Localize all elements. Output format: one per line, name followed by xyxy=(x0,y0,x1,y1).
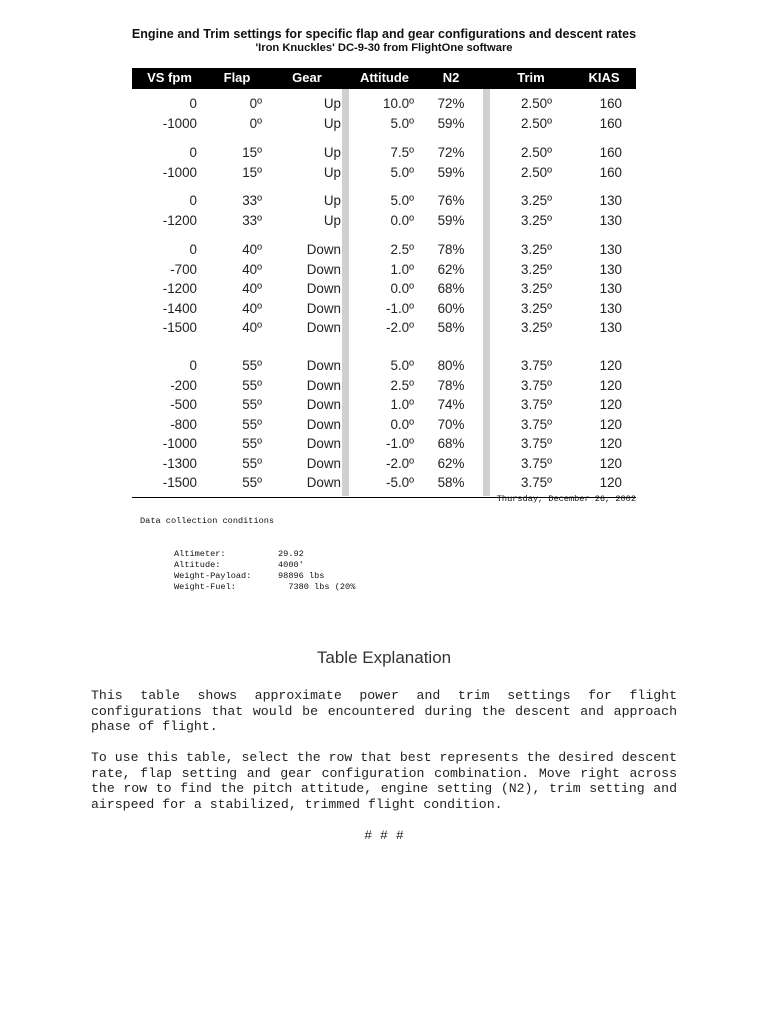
condition-row xyxy=(174,582,420,593)
cell-n2: 59% xyxy=(437,164,465,180)
cell-n2: 76% xyxy=(437,193,465,208)
table-row xyxy=(132,395,636,415)
cell-n2: 62% xyxy=(437,455,465,471)
cell-kias: 120 xyxy=(599,455,622,471)
cell-n2: 80% xyxy=(437,358,465,373)
table-row xyxy=(132,143,636,163)
cell-n2: 58% xyxy=(437,320,465,335)
header-attitude: Attitude xyxy=(359,70,410,85)
table-row-group xyxy=(132,143,636,182)
cell-n2: 72% xyxy=(437,96,465,111)
cell-gear: Down xyxy=(306,320,341,335)
explanation-paragraph-2: To use this table, select the row that best represents the desired descent rate, flap setting and gear configuration combination. Move right across the row to find the pitch attitude, engine setting (N2), trim setting and airspeed for a stabilized, trimmed flight condition. xyxy=(91,750,677,812)
cell-kias: 130 xyxy=(599,300,622,316)
cell-gear: Down xyxy=(306,397,341,412)
cell-flap: 55º xyxy=(242,358,262,373)
cell-kias: 160 xyxy=(599,164,622,180)
cell-gear: Up xyxy=(323,164,341,180)
condition-value: 29.92 xyxy=(278,549,304,559)
cell-kias: 160 xyxy=(599,115,622,131)
cell-flap: 40º xyxy=(242,281,262,296)
cell-kias: 160 xyxy=(599,96,622,111)
cell-kias: 130 xyxy=(599,242,622,257)
cell-attitude: 1.0º xyxy=(390,261,414,277)
condition-row xyxy=(174,560,420,571)
table-row xyxy=(132,163,636,183)
cell-kias: 120 xyxy=(599,475,622,490)
condition-label: Altimeter: xyxy=(174,549,226,559)
table-row xyxy=(132,94,636,114)
cell-vs-fpm: 0 xyxy=(189,96,197,111)
cell-n2: 58% xyxy=(437,475,465,490)
cell-gear: Up xyxy=(323,145,341,160)
conditions-list xyxy=(140,549,420,593)
condition-row xyxy=(174,549,420,560)
cell-gear: Up xyxy=(323,212,341,228)
cell-attitude: -5.0º xyxy=(386,475,414,490)
cell-kias: 120 xyxy=(599,377,622,393)
cell-vs-fpm: -1000 xyxy=(162,164,197,180)
cell-attitude: -2.0º xyxy=(386,455,414,471)
cell-vs-fpm: -500 xyxy=(170,397,197,412)
cell-kias: 120 xyxy=(599,436,622,451)
cell-gear: Down xyxy=(306,436,341,451)
end-mark: # # # xyxy=(364,828,404,843)
cell-trim: 3.25º xyxy=(521,193,552,208)
cell-n2: 62% xyxy=(437,261,465,277)
cell-gear: Down xyxy=(306,281,341,296)
cell-flap: 0º xyxy=(249,115,262,131)
cell-flap: 40º xyxy=(242,300,262,316)
header-kias: KIAS xyxy=(588,70,620,85)
table-row xyxy=(132,415,636,435)
cell-trim: 3.75º xyxy=(521,436,552,451)
cell-flap: 15º xyxy=(242,145,262,160)
cell-n2: 68% xyxy=(437,436,465,451)
cell-n2: 72% xyxy=(437,145,465,160)
cell-vs-fpm: -200 xyxy=(170,377,197,393)
cell-trim: 3.75º xyxy=(521,358,552,373)
cell-flap: 40º xyxy=(242,320,262,335)
cell-trim: 3.25º xyxy=(521,281,552,296)
table-row xyxy=(132,454,636,474)
header-flap: Flap xyxy=(223,70,251,85)
table-row-group xyxy=(132,356,636,493)
cell-vs-fpm: -1000 xyxy=(162,115,197,131)
collection-date: Thursday, December 26, 2002 xyxy=(496,494,636,504)
cell-vs-fpm: 0 xyxy=(189,193,197,208)
cell-gear: Up xyxy=(323,96,341,111)
cell-kias: 130 xyxy=(599,212,622,228)
document-subtitle: 'Iron Knuckles' DC-9-30 from FlightOne software xyxy=(255,42,513,54)
cell-gear: Up xyxy=(323,115,341,131)
table-row xyxy=(132,279,636,299)
cell-attitude: 2.5º xyxy=(390,242,414,257)
cell-flap: 33º xyxy=(242,193,262,208)
cell-flap: 55º xyxy=(242,455,262,471)
condition-label: Weight-Fuel: xyxy=(174,582,236,592)
cell-trim: 3.25º xyxy=(521,261,552,277)
cell-vs-fpm: -700 xyxy=(170,261,197,277)
cell-vs-fpm: -1300 xyxy=(162,455,197,471)
table-header-row xyxy=(132,68,636,89)
cell-trim: 2.50º xyxy=(521,96,552,111)
table-row xyxy=(132,434,636,454)
table-row xyxy=(132,356,636,376)
cell-flap: 55º xyxy=(242,436,262,451)
cell-gear: Down xyxy=(306,300,341,316)
table-row-group xyxy=(132,191,636,230)
cell-vs-fpm: -1400 xyxy=(162,300,197,316)
cell-flap: 40º xyxy=(242,261,262,277)
cell-gear: Down xyxy=(306,377,341,393)
cell-trim: 3.25º xyxy=(521,242,552,257)
cell-trim: 2.50º xyxy=(521,164,552,180)
table-row xyxy=(132,114,636,134)
cell-flap: 55º xyxy=(242,397,262,412)
cell-trim: 3.25º xyxy=(521,212,552,228)
cell-flap: 15º xyxy=(242,164,262,180)
cell-kias: 130 xyxy=(599,193,622,208)
cell-trim: 3.25º xyxy=(521,320,552,335)
cell-attitude: -2.0º xyxy=(386,320,414,335)
table-row xyxy=(132,299,636,319)
cell-vs-fpm: -1200 xyxy=(162,212,197,228)
cell-flap: 55º xyxy=(242,475,262,490)
condition-label: Altitude: xyxy=(174,560,221,570)
cell-gear: Down xyxy=(306,261,341,277)
explanation-title: Table Explanation xyxy=(316,648,452,667)
cell-trim: 3.75º xyxy=(521,455,552,471)
cell-flap: 55º xyxy=(242,377,262,393)
cell-n2: 74% xyxy=(437,397,465,412)
cell-flap: 55º xyxy=(242,416,262,432)
table-row xyxy=(132,473,636,493)
cell-kias: 120 xyxy=(599,416,622,432)
table-row xyxy=(132,260,636,280)
cell-n2: 60% xyxy=(437,300,465,316)
cell-n2: 59% xyxy=(437,212,465,228)
cell-attitude: 0.0º xyxy=(390,212,414,228)
settings-table xyxy=(132,68,636,498)
cell-gear: Down xyxy=(306,242,341,257)
cell-trim: 3.25º xyxy=(521,300,552,316)
cell-kias: 130 xyxy=(599,261,622,277)
cell-n2: 68% xyxy=(437,281,465,296)
cell-n2: 78% xyxy=(437,377,465,393)
cell-n2: 78% xyxy=(437,242,465,257)
table-row xyxy=(132,318,636,338)
cell-gear: Down xyxy=(306,416,341,432)
cell-attitude: 5.0º xyxy=(390,164,414,180)
cell-gear: Up xyxy=(323,193,341,208)
condition-value: 4000' xyxy=(278,560,304,570)
cell-gear: Down xyxy=(306,475,341,490)
cell-attitude: 0.0º xyxy=(390,281,414,296)
cell-kias: 130 xyxy=(599,281,622,296)
cell-vs-fpm: 0 xyxy=(189,145,197,160)
explanation-paragraph-1: This table shows approximate power and trim settings for flight configurations that would be encountered during the descent and approach phase of flight. xyxy=(91,688,677,734)
cell-attitude: 5.0º xyxy=(390,358,414,373)
cell-vs-fpm: -800 xyxy=(170,416,197,432)
table-row xyxy=(132,240,636,260)
cell-trim: 3.75º xyxy=(521,397,552,412)
cell-vs-fpm: -1200 xyxy=(162,281,197,296)
condition-value: 7380 lbs (20% xyxy=(278,582,356,592)
header-trim: Trim xyxy=(517,70,545,85)
condition-row xyxy=(174,571,420,582)
cell-attitude: 2.5º xyxy=(390,377,414,393)
cell-vs-fpm: 0 xyxy=(189,358,197,373)
table-row-group xyxy=(132,240,636,338)
cell-vs-fpm: -1500 xyxy=(162,475,197,490)
cell-attitude: -1.0º xyxy=(386,300,414,316)
document-title: Engine and Trim settings for specific flap and gear configurations and descent rates xyxy=(131,27,637,41)
cell-kias: 130 xyxy=(599,320,622,335)
header-vs-fpm: VS fpm xyxy=(147,70,192,85)
condition-value: 98896 lbs xyxy=(278,571,325,581)
conditions-heading: Data collection conditions xyxy=(140,516,275,526)
cell-attitude: 0.0º xyxy=(390,416,414,432)
cell-vs-fpm: 0 xyxy=(189,242,197,257)
cell-gear: Down xyxy=(306,358,341,373)
cell-gear: Down xyxy=(306,455,341,471)
cell-kias: 160 xyxy=(599,145,622,160)
cell-flap: 40º xyxy=(242,242,262,257)
cell-vs-fpm: -1000 xyxy=(162,436,197,451)
cell-attitude: 10.0º xyxy=(383,96,414,111)
cell-flap: 33º xyxy=(242,212,262,228)
cell-trim: 2.50º xyxy=(521,115,552,131)
cell-kias: 120 xyxy=(599,397,622,412)
header-n2: N2 xyxy=(442,70,460,85)
cell-trim: 3.75º xyxy=(521,475,552,490)
cell-trim: 2.50º xyxy=(521,145,552,160)
header-gear: Gear xyxy=(292,70,322,85)
cell-flap: 0º xyxy=(249,96,262,111)
cell-attitude: 5.0º xyxy=(390,193,414,208)
condition-label: Weight-Payload: xyxy=(174,571,252,581)
table-row xyxy=(132,191,636,211)
table-row xyxy=(132,211,636,231)
cell-attitude: 7.5º xyxy=(390,145,414,160)
table-row xyxy=(132,376,636,396)
cell-vs-fpm: -1500 xyxy=(162,320,197,335)
cell-trim: 3.75º xyxy=(521,416,552,432)
cell-attitude: 1.0º xyxy=(390,397,414,412)
cell-attitude: -1.0º xyxy=(386,436,414,451)
cell-n2: 59% xyxy=(437,115,465,131)
cell-attitude: 5.0º xyxy=(390,115,414,131)
cell-n2: 70% xyxy=(437,416,465,432)
cell-kias: 120 xyxy=(599,358,622,373)
data-collection-conditions xyxy=(140,494,420,604)
table-row-group xyxy=(132,94,636,133)
cell-trim: 3.75º xyxy=(521,377,552,393)
